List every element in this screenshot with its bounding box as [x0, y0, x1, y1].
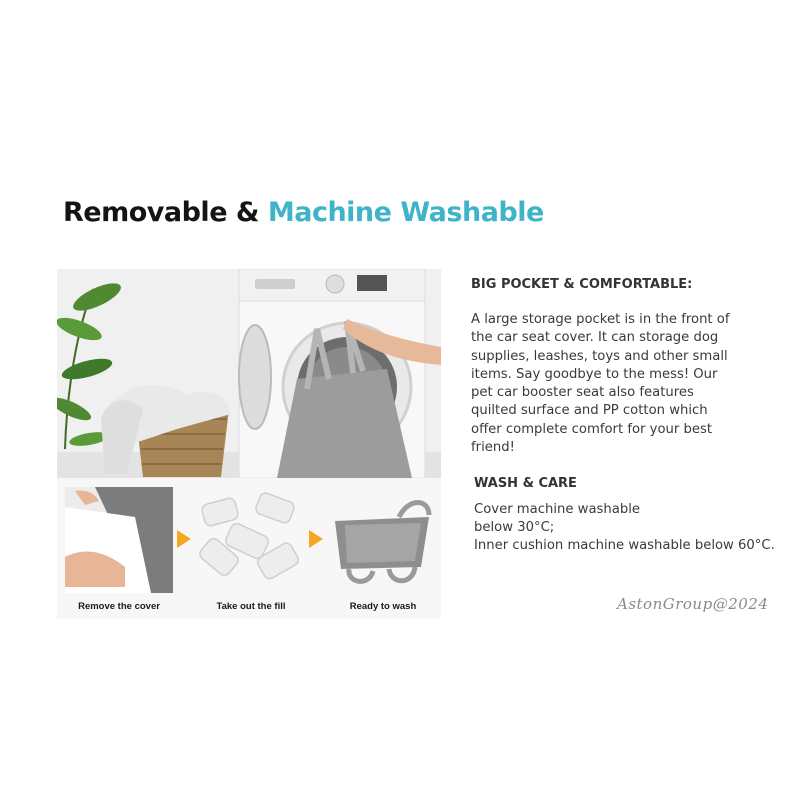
washing-machine-photo [57, 269, 441, 478]
pocket-line: A large storage pocket is in the front of [471, 312, 730, 327]
pocket-line: the car seat cover. It can storage dog [471, 330, 719, 346]
pocket-line: items. Say goodbye to the mess! Our [471, 366, 718, 382]
pocket-section-title: BIG POCKET & COMFORTABLE: [471, 277, 693, 292]
title-part-removable: Removable & [63, 197, 268, 228]
page-title [63, 197, 544, 228]
pocket-line: supplies, leashes, toys and other small [471, 348, 728, 364]
pocket-line: pet car booster seat also features [471, 385, 694, 401]
step-ready-to-wash-image [329, 487, 437, 593]
wash-line-cushion: Inner cushion machine washable below 60°C. [474, 538, 775, 553]
watermark: AstonGroup@2024 [617, 595, 769, 613]
step-label-ready-to-wash: Ready to wash [349, 601, 417, 612]
pocket-description [471, 311, 730, 457]
wash-section-title: WASH & CARE [474, 476, 577, 491]
step-label-take-out-fill: Take out the fill [216, 601, 286, 612]
pocket-line: offer complete comfort for your best [471, 421, 713, 437]
pocket-line: friend! [471, 440, 515, 456]
title-part-machine-washable: Machine Washable [267, 197, 544, 228]
arrow-right-icon [177, 530, 191, 548]
step-label-remove-cover: Remove the cover [78, 601, 160, 612]
wash-line-cover: Cover machine washable [474, 502, 640, 517]
step-take-out-fill-image [197, 487, 305, 593]
arrow-right-icon [309, 530, 323, 548]
wash-line-cover-temp: below 30°C; [474, 520, 555, 535]
pocket-line: quilted surface and PP cotton which [471, 403, 708, 419]
wash-steps-strip [57, 478, 441, 619]
step-remove-cover-image [65, 487, 173, 593]
